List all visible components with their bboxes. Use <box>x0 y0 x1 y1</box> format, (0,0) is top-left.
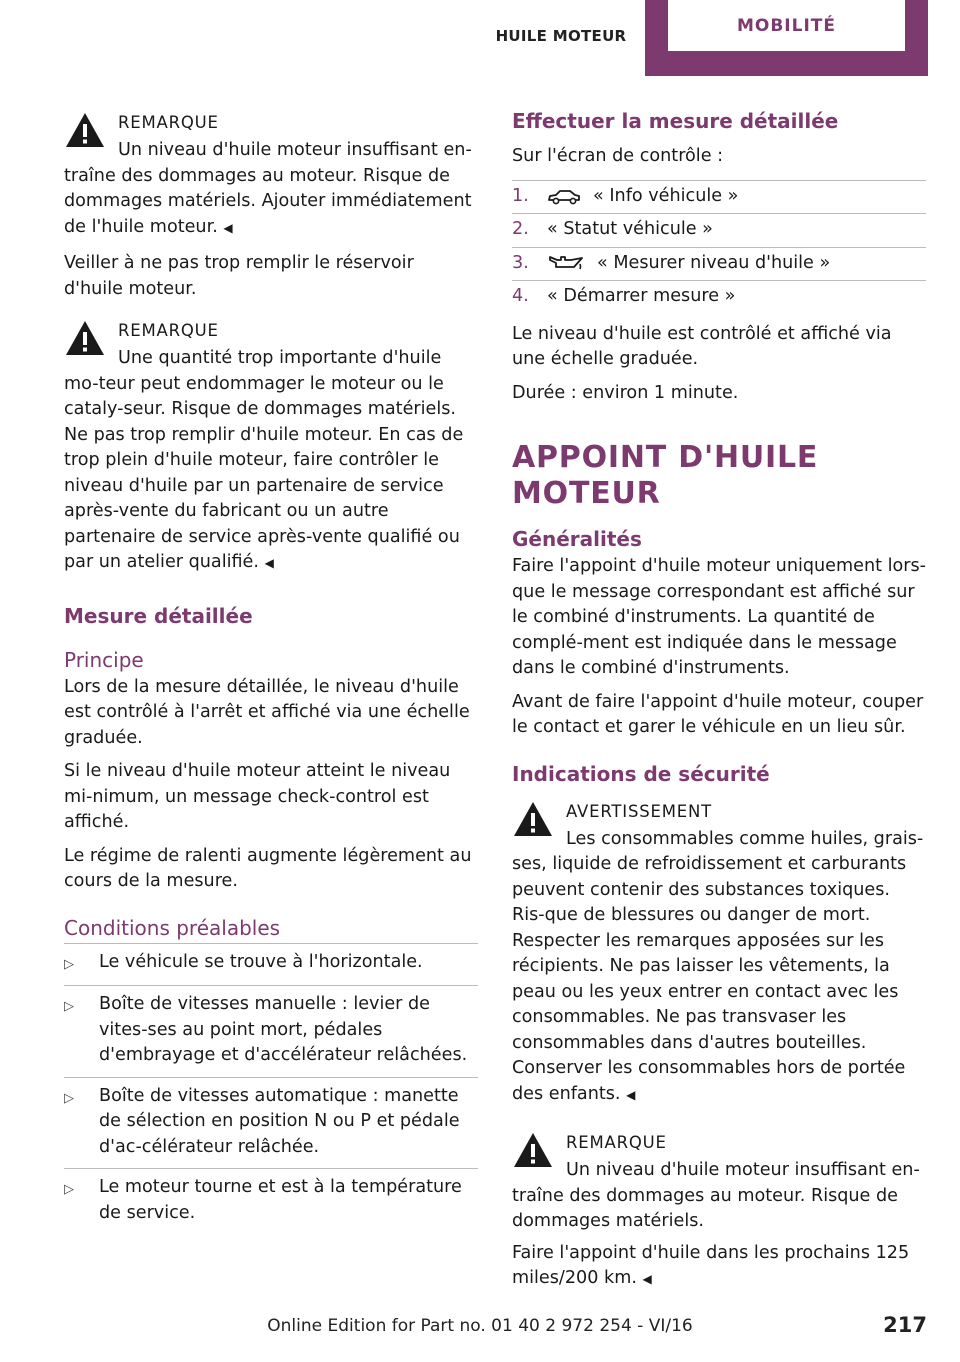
footer-edition: Online Edition for Part no. 01 40 2 972 254 - VI/16 <box>267 1316 693 1336</box>
paragraph: Le niveau d'huile est contrôlé et affiché via une échelle graduée. <box>512 323 892 369</box>
notice-body: Les consommables comme huiles, grais-ses, liquide de refroidissement et carburants peuvent contenir des substances toxiques. Ris-que de blessures ou danger de mort. Respecter les remarques apposées sur les récipients. Ne pas laisser les vêtements, la peau ou les yeux entrer en contact avec les consommables. Ne pas transvaser les consommables dans d'autres bouteilles. Conserver les consommables hors de portée des enfants. <box>512 828 924 1104</box>
heading-effectuer-mesure: Effectuer la mesure détaillée <box>512 109 839 133</box>
page-number: 217 <box>883 1313 927 1337</box>
notice-avertissement <box>512 797 926 1109</box>
paragraph: Le régime de ralenti augmente légèrement au cours de la mesure. <box>64 845 472 891</box>
warning-triangle-icon <box>64 318 106 358</box>
notice-body: Un niveau d'huile moteur insuffisant en-traîne des dommages au moteur. Risque de dommages matériels. <box>512 1160 920 1231</box>
running-header-section <box>480 0 642 76</box>
notice-body: Une quantité trop importante d'huile mo-teur peut endommager le moteur ou le cataly-seur. Risque de dommages matériels. Ne pas trop remplir d'huile moteur. En cas de trop plein d'huile moteur, faire contrôler le niveau d'huile par un partenaire de service après-vente du fabricant ou un autre partenaire de service après-vente qualifié ou par un atelier qualifié. <box>64 348 464 572</box>
paragraph: Si le niveau d'huile moteur atteint le niveau mi-nimum, un message check-control est affiché. <box>64 761 451 832</box>
notice-title: REMARQUE <box>566 1133 667 1152</box>
heading-appoint-huile: APPOINT D'HUILE MOTEUR <box>512 440 819 511</box>
heading-mesure-detaillee: Mesure détaillée <box>64 603 253 628</box>
left-column <box>64 108 478 1242</box>
heading-securite: Indications de sécurité <box>512 761 770 786</box>
chapter-tab-label-box <box>668 0 905 51</box>
notice-remarque-2 <box>64 316 478 577</box>
list-item: ▷ Le moteur tourne et est à la température de service. <box>64 1169 478 1234</box>
paragraph: Veiller à ne pas trop remplir le réservoir d'huile moteur. <box>64 253 414 299</box>
list-item: 2. « Statut véhicule » <box>512 214 926 248</box>
notice-title: AVERTISSEMENT <box>566 801 713 821</box>
end-mark-icon: ◀ <box>642 1272 652 1286</box>
conditions-list <box>64 943 478 1235</box>
paragraph: Lors de la mesure détaillée, le niveau d'huile est contrôlé à l'arrêt et affiché via une échelle graduée. <box>64 676 470 748</box>
bullet-triangle-icon: ▷ <box>64 1182 74 1197</box>
bullet-triangle-icon: ▷ <box>64 999 74 1014</box>
list-item: ▷ Boîte de vitesses manuelle : levier de vites-ses au point mort, pédales d'embrayage et d'accélérateur relâchées. <box>64 986 478 1078</box>
heading-principe: Principe <box>64 647 144 672</box>
notice-title: REMARQUE <box>118 321 219 340</box>
heading-conditions: Conditions préalables <box>64 915 281 940</box>
notice-body: Un niveau d'huile moteur insuffisant en-traîne des dommages au moteur. Risque de dommages matériels. Ajouter immédiatement de l'huile moteur. <box>64 140 472 237</box>
car-icon <box>547 187 581 205</box>
paragraph: Avant de faire l'appoint d'huile moteur, couper le contact et garer le véhicule en un lieu sûr. <box>512 691 924 737</box>
bullet-triangle-icon: ▷ <box>64 1090 74 1106</box>
warning-triangle-icon <box>512 799 554 839</box>
steps-list <box>512 180 926 314</box>
right-column <box>512 108 926 1301</box>
notice-remarque-1 <box>64 108 478 241</box>
end-mark-icon: ◀ <box>626 1087 636 1102</box>
paragraph: Faire l'appoint d'huile dans les prochains 125 miles/200 km. <box>512 1242 910 1288</box>
list-item: ▷ Le véhicule se trouve à l'horizontale. <box>64 944 478 987</box>
section-label: HUILE MOTEUR <box>495 27 627 45</box>
list-item: 4. « Démarrer mesure » <box>512 286 736 306</box>
warning-triangle-icon <box>64 110 106 150</box>
notice-remarque-3 <box>512 1128 926 1235</box>
heading-generalites: Généralités <box>512 527 642 551</box>
notice-title: REMARQUE <box>118 113 219 132</box>
end-mark-icon: ◀ <box>223 220 233 235</box>
paragraph: Durée : environ 1 minute. <box>512 382 739 403</box>
end-mark-icon: ◀ <box>264 556 274 570</box>
bullet-triangle-icon: ▷ <box>64 956 74 972</box>
paragraph: Faire l'appoint d'huile moteur uniquement lors-que le message correspondant est affiché sur le combiné d'instruments. La quantité de complé-ment est indiquée dans le message dans le combiné d'instruments. <box>512 556 927 678</box>
list-item: 3. « Mesurer niveau d'huile » <box>512 248 926 282</box>
oil-can-icon <box>547 253 585 273</box>
list-item: ▷ Boîte de vitesses automatique : manette de sélection en position N ou P et pédale d'ac-célérateur relâchée. <box>64 1078 478 1170</box>
paragraph: Sur l'écran de contrôle : <box>512 146 724 166</box>
warning-triangle-icon <box>512 1130 554 1170</box>
chapter-label: MOBILITÉ <box>736 15 837 36</box>
list-item: 1. « Info véhicule » <box>512 181 926 215</box>
